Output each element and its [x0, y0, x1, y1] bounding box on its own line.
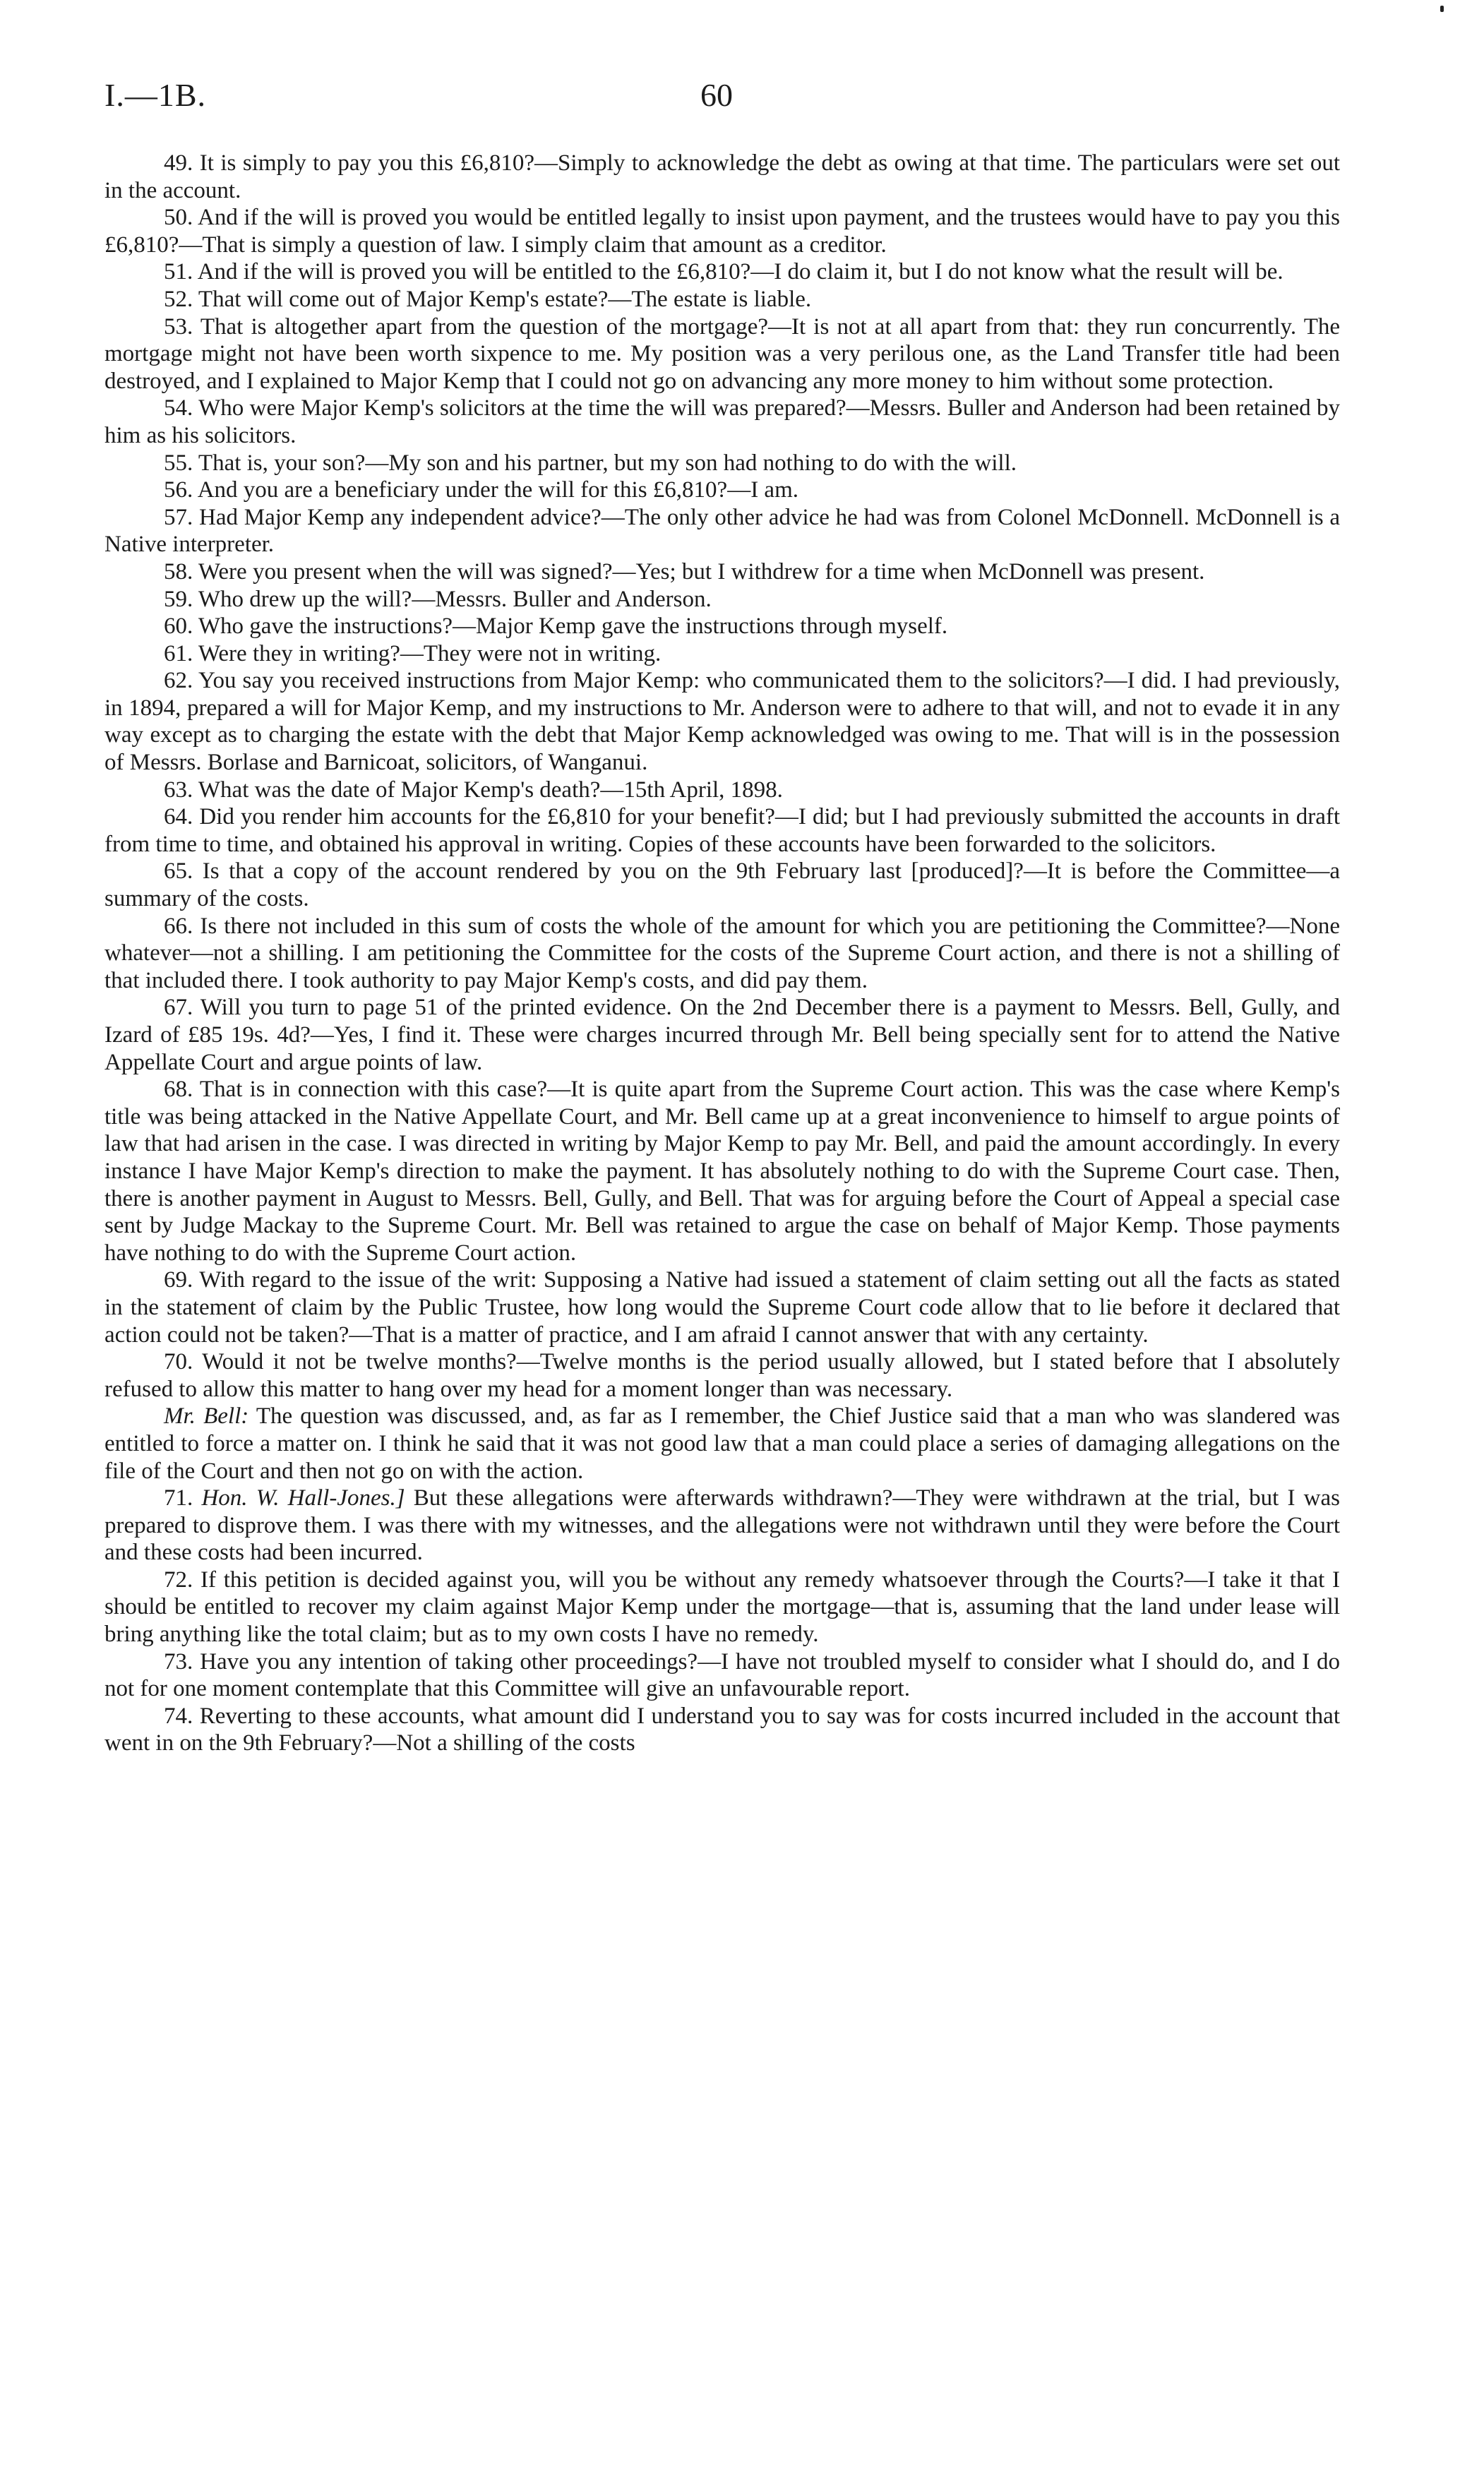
paragraph-text: And you are a beneficiary under the will for this £6,810?—I am. [197, 477, 799, 503]
paragraph [104, 1648, 1340, 1703]
paragraph [104, 1348, 1340, 1403]
paragraph-text: It is simply to pay you this £6,810?—Simply to acknowledge the debt as owing at that time. The particulars were set out in the account. [104, 150, 1341, 203]
question-number: 72. [164, 1567, 193, 1593]
paragraph [104, 558, 1340, 586]
paragraph-text: That is, your son?—My son and his partner, but my son had nothing to do with the will. [198, 450, 1017, 476]
paragraph-text: Is there not included in this sum of costs the whole of the amount for which you are petitioning the Committee?—None whatever—not a shilling. I am petitioning the Committee for the costs of the Supreme Court action, and there is not a shilling of that included there. I took authority to pay Major Kemp's costs, and did pay them. [104, 913, 1340, 993]
paragraph [104, 204, 1340, 258]
question-number: 51. [164, 259, 193, 285]
paragraph-text: Is that a copy of the account rendered by you on the 9th February last [produced]?—It is before the Committee—a summary of the costs. [104, 858, 1341, 912]
question-number: 59. [164, 586, 193, 612]
paragraph [104, 586, 1340, 613]
paragraph [104, 613, 1340, 640]
paragraph-text: And if the will is proved you would be entitled legally to insist upon payment, and the trustees would have to pay you this £6,810?—That is simply a question of law. I simply claim that amount as a creditor. [104, 205, 1341, 258]
paragraph [104, 913, 1340, 995]
question-number: 55. [164, 450, 193, 476]
paragraph-text: That is altogether apart from the question of the mortgage?—It is not at all apart from that: they run concurrently. The mortgage might not have been worth sixpence to me. My position was a very perilous one, as the Land Transfer title had been destroyed, and I explained to Major Kemp that I could not go on advancing any more money to him without some protection. [104, 313, 1341, 394]
page-number: 60 [700, 77, 733, 113]
paragraph [104, 994, 1340, 1076]
paragraph-text: Were you present when the will was signed?—Yes; but I withdrew for a time when McDonnell was present. [198, 558, 1205, 585]
question-number: 58. [164, 558, 193, 585]
question-number: 53. [164, 313, 193, 340]
paragraph-text: But these allegations were afterwards withdrawn?—They were withdrawn at the trial, but I was prepared to disprove them. I was there with my witnesses, and the allegations were not withdrawn until they were before the Court and these costs had been incurred. [104, 1485, 1341, 1566]
paragraph-text: Were they in writing?—They were not in writing. [198, 640, 662, 666]
question-number: 71. [164, 1485, 193, 1511]
paragraph-text: And if the will is proved you will be entitled to the £6,810?—I do claim it, but I do not know what the result will be. [197, 259, 1283, 285]
question-number: 73. [164, 1648, 193, 1675]
paragraph-text: Did you render him accounts for the £6,810 for your benefit?—I did; but I had previously submitted the accounts in draft from time to time, and obtained his approval in writing. Copies of these accounts have been forwarded to the solicitors. [104, 804, 1340, 857]
paragraph-text: Have you any intention of taking other proceedings?—I have not troubled myself to consider what I should do, and I do not for one moment contemplate that this Committee will give an unfavourable report. [104, 1648, 1340, 1702]
paragraph [104, 1076, 1340, 1266]
speaker-label: Mr. Bell: [164, 1403, 249, 1430]
paragraph-text: What was the date of Major Kemp's death?—15th April, 1898. [198, 777, 783, 803]
paragraph-text: Had Major Kemp any independent advice?—The only other advice he had was from Colonel McDonnell. McDonnell is a Native interpreter. [104, 504, 1340, 558]
ink-speck [1440, 6, 1444, 12]
paragraph-text: With regard to the issue of the writ: Supposing a Native had issued a statement of claim setting out all the facts as stated in the statement of claim by the Public Trustee, how long would the Supreme Court code allow that to lie before it declared that action could not be taken?—That is a matter of practice, and I am afraid I cannot answer that with any certainty. [104, 1267, 1341, 1348]
paragraph [104, 858, 1340, 912]
paragraph-text: You say you received instructions from Major Kemp: who communicated them to the solicitors?—I did. I had previously, in 1894, prepared a will for Major Kemp, and my instructions to Mr. Anderson were to adhere to that will, and not to evade it in any way except as to charging the estate with the debt that Major Kemp acknowledged was owing to me. That will is in the possession of Messrs. Borlase and Barnicoat, solicitors, of Wanganui. [104, 668, 1340, 776]
question-number: 57. [164, 504, 193, 530]
evidence-text [104, 150, 1340, 1757]
question-number: 70. [164, 1349, 193, 1375]
question-number: 63. [164, 777, 193, 803]
paragraph [104, 1403, 1340, 1485]
question-number: 66. [164, 913, 193, 939]
question-number: 62. [164, 668, 193, 694]
question-number: 68. [164, 1077, 193, 1103]
paragraph-text: If this petition is decided against you, will you be without any remedy whatsoever through the Courts?—I take it that I should be entitled to recover my claim against Major Kemp under the mortgage—that is, assuming that the land under lease will bring anything like the total claim; but as to my own costs I have no remedy. [104, 1567, 1341, 1648]
paragraph [104, 450, 1340, 477]
question-number: 64. [164, 804, 193, 830]
question-number: 56. [164, 477, 193, 503]
paragraph-text: That is in connection with this case?—It is quite apart from the Supreme Court action. This was the case where Kemp's title was being attacked in the Native Appellate Court, and Mr. Bell came up at a great inconvenience to himself to argue points of law that had arisen in the case. I was directed in writing by Major Kemp to pay Mr. Bell, and paid the amount accordingly. In every instance I have Major Kemp's direction to make the payment. It has absolutely nothing to do with the Supreme Court case. Then, there is another payment in August to Messrs. Bell, Gully, and Bell. That was for arguing before the Court of Appeal a special case sent by Judge Mackay to the Supreme Court. Mr. Bell was retained to argue the case on behalf of Major Kemp. Those payments have nothing to do with the Supreme Court action. [104, 1077, 1341, 1266]
paragraph [104, 313, 1340, 395]
paragraph-text: Who gave the instructions?—Major Kemp gave the instructions through myself. [198, 613, 948, 640]
paragraph-text: Would it not be twelve months?—Twelve months is the period usually allowed, but I stated before that I absolutely refused to allow this matter to hang over my head for a moment longer than was necessary. [104, 1349, 1340, 1402]
question-number: 74. [164, 1703, 193, 1729]
paragraph [104, 1485, 1340, 1567]
paragraph-text: Reverting to these accounts, what amount did I understand you to say was for costs incurred included in the account that went in on the 9th February?—Not a shilling of the costs [104, 1703, 1340, 1756]
paragraph [104, 150, 1340, 204]
paragraph [104, 1567, 1340, 1648]
paragraph [104, 258, 1340, 286]
question-number: 61. [164, 640, 193, 666]
paragraph [104, 640, 1340, 668]
paragraph-text: Who were Major Kemp's solicitors at the time the will was prepared?—Messrs. Buller and Anderson had been retained by him as his solicitors. [104, 395, 1341, 448]
paragraph [104, 477, 1340, 504]
paragraph [104, 803, 1340, 858]
question-number: 54. [164, 395, 193, 421]
question-number: 69. [164, 1267, 193, 1293]
paragraph-text: That will come out of Major Kemp's estate?—The estate is liable. [198, 286, 812, 312]
speaker-label: Hon. W. Hall-Jones.] [201, 1485, 405, 1511]
paragraph-text: Will you turn to page 51 of the printed evidence. On the 2nd December there is a payment to Messrs. Bell, Gully, and Izard of £85 19s. 4d?—Yes, I find it. These were charges incurred through Mr. Bell being specially sent for to attend the Native Appellate Court and argue points of law. [104, 995, 1341, 1075]
paragraph-text: Who drew up the will?—Messrs. Buller and Anderson. [198, 586, 712, 612]
question-number: 65. [164, 858, 193, 885]
paragraph [104, 777, 1340, 804]
question-number: 52. [164, 286, 193, 312]
paragraph [104, 667, 1340, 776]
question-number: 49. [164, 150, 193, 176]
question-number: 50. [164, 205, 193, 231]
paragraph [104, 1703, 1340, 1757]
paragraph [104, 286, 1340, 313]
paragraph [104, 1266, 1340, 1348]
question-number: 60. [164, 613, 193, 640]
paragraph [104, 395, 1340, 449]
question-number: 67. [164, 995, 193, 1021]
document-reference: I.—1B. [104, 77, 206, 113]
page-header [104, 76, 1340, 133]
paragraph-text: The question was discussed, and, as far as I remember, the Chief Justice said that a man who was slandered was entitled to force a matter on. I think he said that it was not good law that a man could place a series of damaging allegations on the file of the Court and then not go on with the action. [104, 1403, 1340, 1484]
paragraph [104, 504, 1340, 558]
